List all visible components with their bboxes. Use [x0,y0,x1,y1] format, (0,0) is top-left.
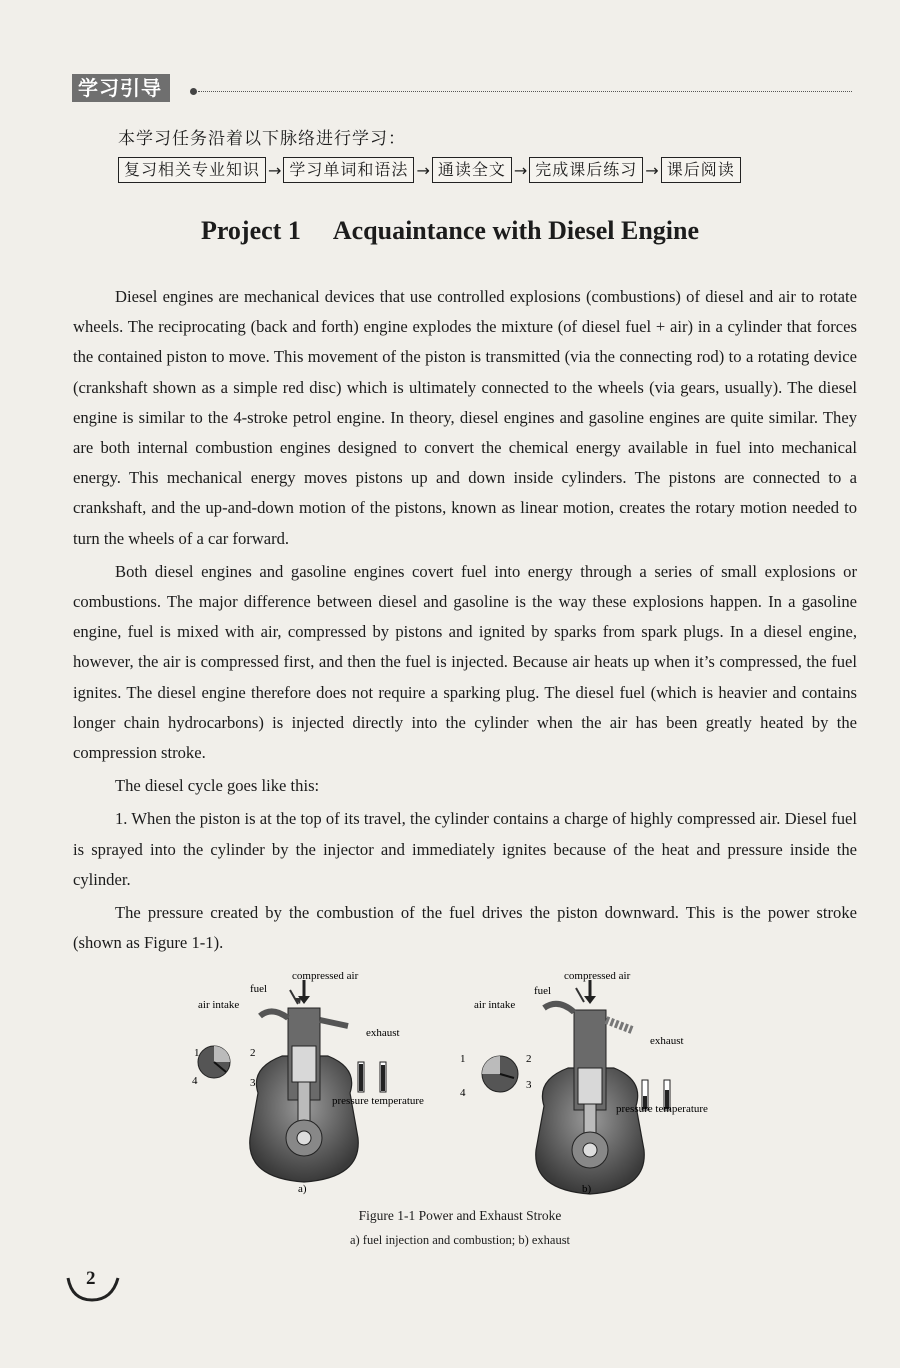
stroke-number-1-b: 1 [460,1053,466,1065]
project-title: Acquaintance with Diesel Engine [332,216,700,245]
paragraph: Diesel engines are mechanical devices that use controlled explosions (combustions) of diesel and air to rotate wheels. The reciprocating (back and forth) engine explodes the mixture (of diesel fuel + air) in a cylinder that forces the contained piston to move. This movement of the piston is transmitted (via the connecting rod) to a rotating device (crankshaft shown as a simple red disc) which is ultimately connected to the wheels (via gears, usually). The diesel engine is similar to the 4-stroke petrol engine. In theory, diesel engines and gasoline engines are quite similar. They are both internal combustion engines designed to convert the chemical energy available in fuel into mechanical energy. This mechanical energy moves pistons up and down inside cylinders. The pistons are connected to a crankshaft, and the up-and-down motion of the pistons, known as linear motion, creates the rotary motion needed to turn the wheels of a car forward. [73,287,857,548]
paragraph: 1. When the piston is at the top of its travel, the cylinder contains a charge of highly compressed air. Diesel fuel is sprayed into the cylinder by the injector and immediately ignites because of the heat and pressure inside the cylinder. [73,809,857,889]
flow-step-vocabulary: 学习单词和语法 [283,157,414,183]
paragraph: The pressure created by the combustion of the fuel drives the piston downward. This is the power stroke (shown as Figure 1-1). [73,903,857,953]
learning-flow [118,157,741,183]
flow-step-review: 复习相关专业知识 [118,157,266,183]
engine-figure [180,968,780,1206]
label-air-intake-a: air intake [198,999,240,1011]
paragraph: Both diesel engines and gasoline engines covert fuel into energy through a series of small explosions or combustions. The major difference between diesel and gasoline is the way these explosions happen. In a gasoline engine, fuel is mixed with air, compressed by pistons and ignited by sparks from spark plugs. In a diesel engine, however, the air is compressed first, and then the fuel is injected. Because air heats up when it’s compressed, the fuel ignites. The diesel engine therefore does not require a sparking plug. The diesel fuel (which is heavier and contains longer chain hydrocarbons) is injected directly into the cylinder when the air has been greatly heated by the compression stroke. [73,561,857,763]
label-air-intake-b: air intake [474,999,516,1011]
label-gauges-a: pressure temperature [332,1095,424,1107]
engine-illustration [180,968,780,1206]
stroke-number-4-a: 4 [192,1075,198,1087]
label-fuel-b: fuel [534,985,552,997]
page-number: 2 [86,1268,96,1289]
guide-intro: 本学习任务沿着以下脉络进行学习： [118,129,406,149]
paragraph: The diesel cycle goes like this: [115,776,320,796]
subfigure-label-b: b) [582,1183,592,1195]
engine-b [460,970,708,1195]
stroke-number-2-b: 2 [526,1053,532,1065]
flow-arrow: → [513,160,528,180]
flow-arrow: → [416,160,430,180]
body-text [73,282,857,958]
flow-step-after-reading: 课后阅读 [661,157,741,183]
page-title [0,216,900,246]
page-number-badge [64,1268,124,1308]
label-compressed-air-a: compressed air [292,970,359,982]
engine-a [192,970,424,1195]
label-exhaust-b: exhaust [650,1035,684,1047]
learning-guide-tab: 学习引导 [72,74,170,102]
stroke-number-3-b: 3 [526,1079,532,1091]
label-fuel-a: fuel [250,983,268,995]
flow-step-exercises: 完成课后练习 [529,157,643,183]
stroke-number-2-a: 2 [250,1047,256,1059]
flow-step-read: 通读全文 [432,157,512,183]
subfigure-label-a: a) [298,1183,307,1195]
label-gauges-b: pressure temperature [616,1103,708,1115]
stroke-number-4-b: 4 [460,1087,466,1099]
header-dotted-line [198,91,852,92]
project-number: Project 1 [200,216,301,245]
learning-guide-header [72,74,852,104]
stroke-number-3-a: 3 [250,1077,256,1089]
label-compressed-air-b: compressed air [564,970,631,982]
label-exhaust-a: exhaust [366,1027,400,1039]
flow-arrow: → [268,160,282,180]
stroke-number-1-a: 1 [194,1047,200,1059]
figure-subcaption: a) fuel injection and combustion; b) exhaust [349,1233,571,1247]
header-dot [190,88,197,95]
flow-arrow: → [645,160,659,180]
figure-caption: Figure 1-1 Power and Exhaust Stroke [358,1208,562,1223]
